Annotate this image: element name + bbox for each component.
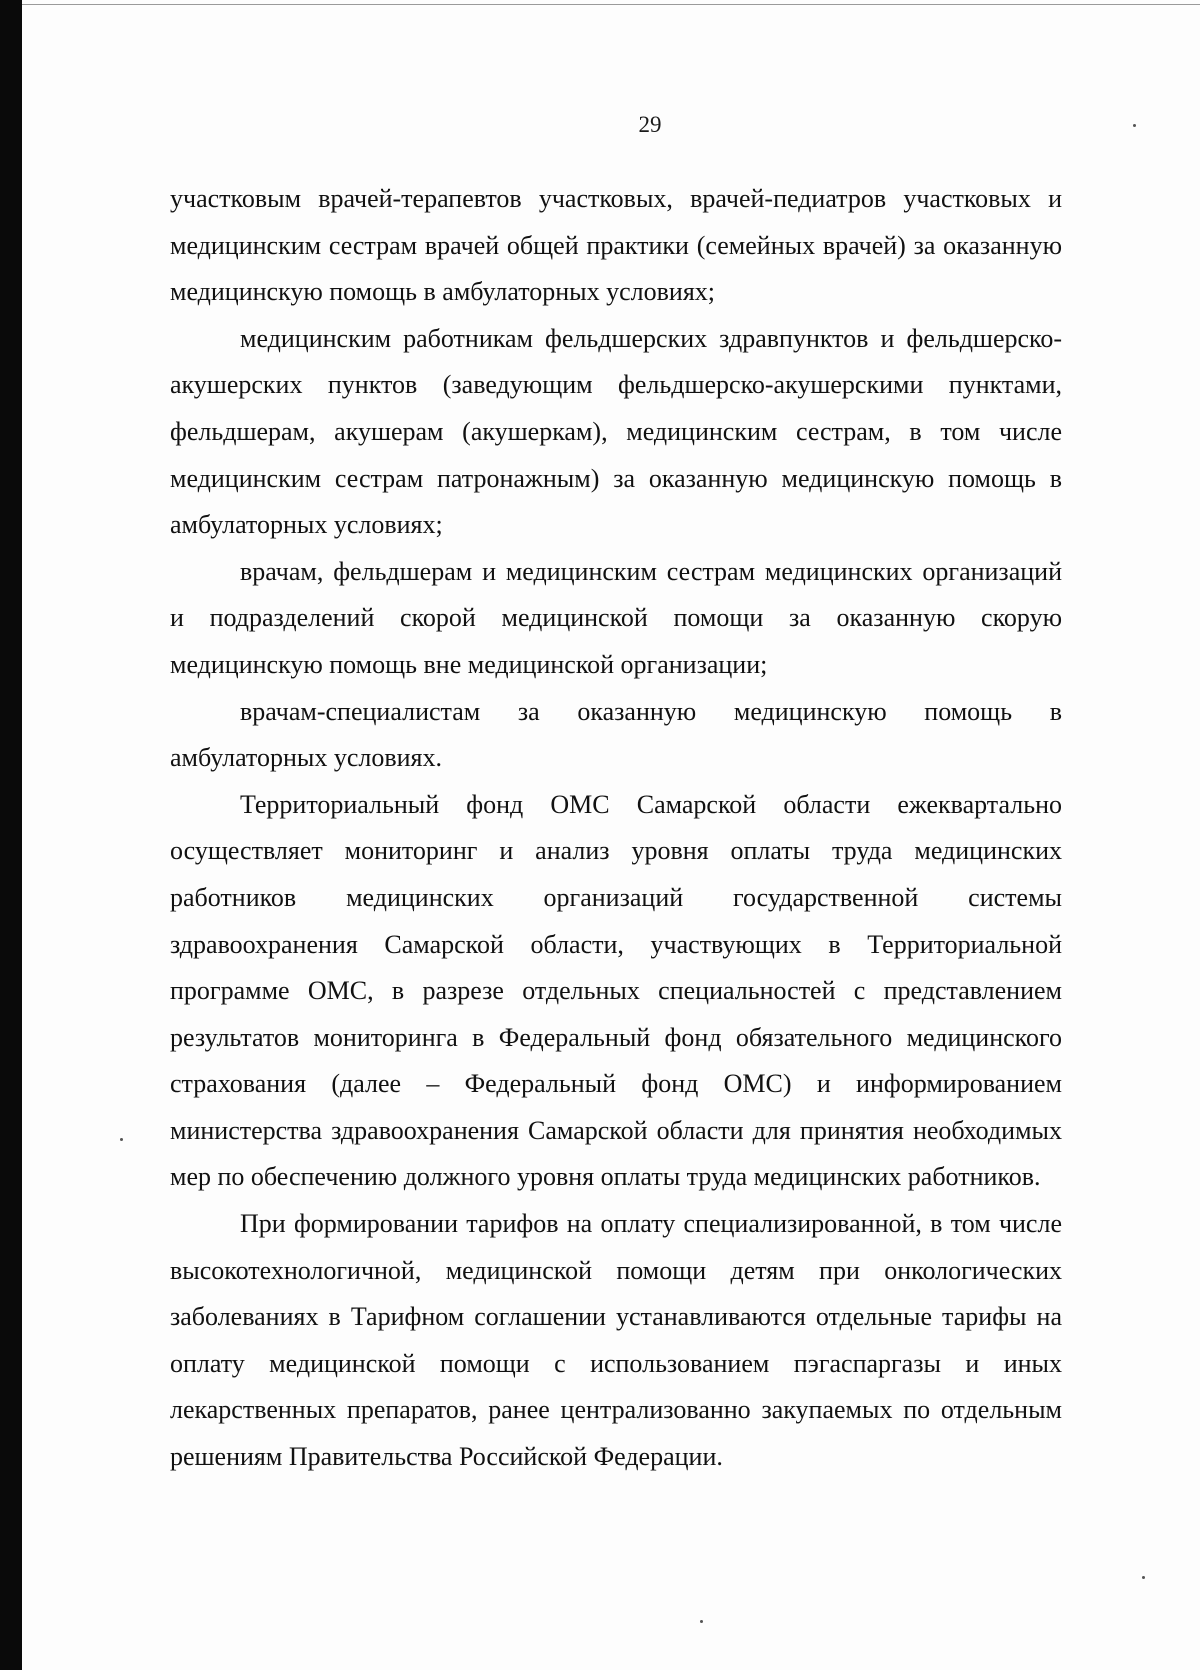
scan-speck: [120, 1138, 123, 1141]
scan-speck: [700, 1620, 703, 1623]
scan-top-border: [22, 4, 1200, 5]
paragraph-emergency-care: врачам, фельдшерам и медицинским сестрам медицинских организаций и подразделений скорой медицинской помощи за оказанную скорую медицинскую помощь вне медицинской организации;: [170, 556, 1062, 679]
paragraph-feldsher-workers: медицинским работникам фельдшерских здравпунктов и фельдшерско-акушерских пунктов (заведующим фельдшерско-акушерскими пунктами, фельдшерам, акушерам (акушеркам), медицинским сестрам, в том числе медицинским сестрам патронажным) за оказанную медицинскую помощь в амбулаторных условиях;: [170, 323, 1062, 540]
scan-speck: [1133, 124, 1136, 127]
page-number: 29: [638, 112, 662, 137]
paragraph-monitoring: Территориальный фонд ОМС Самарской области ежеквартально осуществляет мониторинг и анализ уровня оплаты труда медицинских работников медицинских организаций государственной системы здравоохранения Самарской области, участвующих в Территориальной программе ОМС, в разрезе отдельных специальностей с представлением результатов мониторинга в Федеральный фонд обязательного медицинского страхования (далее – Федеральный фонд ОМС) и информированием министерства здравоохранения Самарской области для принятия необходимых мер по обеспечению должного уровня оплаты труда медицинских работников.: [170, 789, 1062, 1192]
paragraph-continuation: участковым врачей-терапевтов участковых, врачей-педиатров участковых и медицинским сестрам врачей общей практики (семейных врачей) за оказанную медицинскую помощь в амбулаторных условиях;: [170, 184, 1062, 307]
paragraph-specialists: врачам-специалистам за оказанную медицинскую помощь в амбулаторных условиях.: [170, 696, 1062, 773]
document-body: [170, 176, 1062, 1481]
scan-speck: [1142, 1576, 1145, 1579]
paragraph-tariffs: При формировании тарифов на оплату специализированной, в том числе высокотехнологичной, медицинской помощи детям при онкологических заболеваниях в Тарифном соглашении устанавливаются отдельные тарифы на оплату медицинской помощи с использованием пэгаспаргазы и иных лекарственных препаратов, ранее централизованно закупаемых по отдельным решениям Правительства Российской Федерации.: [170, 1209, 1062, 1472]
scan-edge-shadow: [0, 0, 22, 1670]
